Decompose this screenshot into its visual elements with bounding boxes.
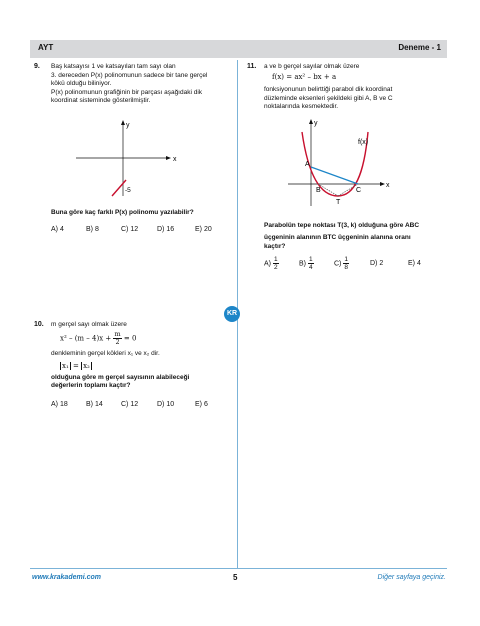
q10-equation (60, 331, 136, 346)
text-line: fonksiyonunun belirttiği parabol dik koordinat (264, 86, 393, 93)
option-a[interactable] (264, 256, 279, 271)
text-line: 3. dereceden P(x) polinomunun sadece bir tane gerçel (51, 71, 208, 79)
q11-graph (284, 116, 394, 206)
equation-left: x² – (m – 4)x + (60, 334, 112, 343)
text-line: noktalarında kesmektedir. (264, 103, 339, 110)
option-b[interactable]: B) 8 (86, 226, 99, 233)
equation-right: = 0 (123, 334, 137, 343)
page-header (30, 40, 447, 58)
option-e[interactable]: E) 6 (195, 401, 208, 408)
q11-number: 11. (247, 63, 257, 70)
option-d[interactable]: D) 10 (157, 401, 175, 408)
footer-divider (30, 568, 447, 569)
option-c[interactable]: C) 12 (121, 226, 139, 233)
x-label: x (386, 182, 390, 189)
q11-options (264, 256, 434, 276)
frac-numerator: 1 (344, 256, 348, 263)
exam-type: AYT (38, 43, 54, 52)
frac-denominator: 8 (344, 264, 348, 271)
q11-question-1: Parabolün tepe noktası T(3, k) olduğuna göre ABC (264, 222, 420, 229)
q10-roots-text: denkleminin gerçel kökleri x₁ ve x₂ dir. (51, 350, 160, 357)
x-axis-arrow (380, 182, 385, 186)
point-B-label: B (316, 187, 321, 194)
option-c[interactable] (334, 256, 349, 271)
question-number: 9. (34, 63, 40, 70)
option-fraction (308, 256, 314, 271)
q11-text (264, 86, 444, 112)
option-label: A) (264, 260, 271, 268)
q10-abs-condition (60, 362, 92, 370)
text-line: P(x) polinomunun grafiğinin bir parçası aşağıdaki dik (51, 88, 203, 96)
fraction-m-over-2 (113, 331, 121, 346)
option-a[interactable]: A) 18 (51, 401, 68, 408)
page-number: 5 (233, 573, 238, 582)
point-A-label: A (305, 161, 310, 168)
abs-x1: x₁ (62, 362, 69, 370)
function-label: f(x) (358, 139, 369, 146)
y-axis-arrow (309, 119, 313, 124)
point-C-label: C (356, 187, 362, 194)
option-d[interactable]: D) 2 (370, 260, 384, 267)
next-page-note: Diğer sayfaya geçiniz. (377, 574, 446, 581)
x-label: x (173, 156, 177, 163)
question-text (51, 63, 241, 106)
q11-intro: a ve b gerçel sayılar olmak üzere (264, 63, 360, 70)
option-a[interactable]: A) 4 (51, 226, 64, 233)
y-label: y (314, 120, 318, 127)
q10-number: 10. (34, 321, 44, 328)
point-T-label: T (336, 199, 341, 206)
text-line: koordinat sisteminde gösterilmiştir. (51, 97, 151, 104)
option-b[interactable] (299, 256, 314, 271)
option-c[interactable]: C) 12 (121, 401, 139, 408)
frac-denominator: 2 (273, 264, 278, 271)
frac-numerator: 1 (308, 256, 313, 263)
option-b[interactable]: B) 14 (86, 401, 103, 408)
exam-title: Deneme - 1 (398, 43, 441, 52)
y-axis-arrow (121, 120, 125, 125)
q11-question-2: üçgeninin alanının BTC üçgeninin alanına oranı (264, 234, 411, 241)
q10-question-2: değerlerin toplamı kaçtır? (51, 382, 131, 389)
abs-x2: x₂ (83, 362, 90, 370)
option-label: B) (299, 260, 306, 268)
q10-question-1: olduğuna göre m gerçel sayısının alabileceği (51, 374, 190, 381)
y-label: y (126, 122, 130, 129)
footer-website-link[interactable]: www.krakademi.com (32, 574, 101, 581)
frac-numerator: 1 (273, 256, 278, 263)
option-label: C) (334, 260, 342, 268)
tick-mark-label: -5 (125, 187, 131, 194)
abs-equals: = (73, 362, 79, 370)
text-line: Baş katsayısı 1 ve katsayıları tam sayı olan (51, 63, 176, 70)
text-line: düzleminde eksenleri şekildeki gibi A, B ve C (264, 94, 393, 102)
polynomial-curve (112, 180, 126, 196)
q10-intro: m gerçel sayı olmak üzere (51, 321, 127, 328)
option-fraction (273, 256, 279, 271)
option-e[interactable]: E) 4 (408, 260, 421, 267)
brand-logo: KR (224, 306, 240, 322)
option-d[interactable]: D) 16 (157, 226, 175, 233)
q9-graph (76, 118, 176, 198)
frac-numerator: m (114, 330, 121, 338)
option-e[interactable]: E) 20 (195, 226, 212, 233)
q11-question-3: kaçtır? (264, 243, 286, 250)
segment-AC (311, 167, 358, 184)
frac-denominator: 4 (308, 264, 313, 271)
text-line: kökü olduğu biliniyor. (51, 80, 112, 87)
q9-question: Buna göre kaç farklı P(x) polinomu yazılabilir? (51, 209, 194, 216)
x-axis-arrow (166, 156, 171, 160)
frac-denominator: 2 (115, 338, 120, 346)
option-fraction (343, 256, 349, 271)
q11-function: f(x) = ax² – bx + a (272, 73, 337, 81)
